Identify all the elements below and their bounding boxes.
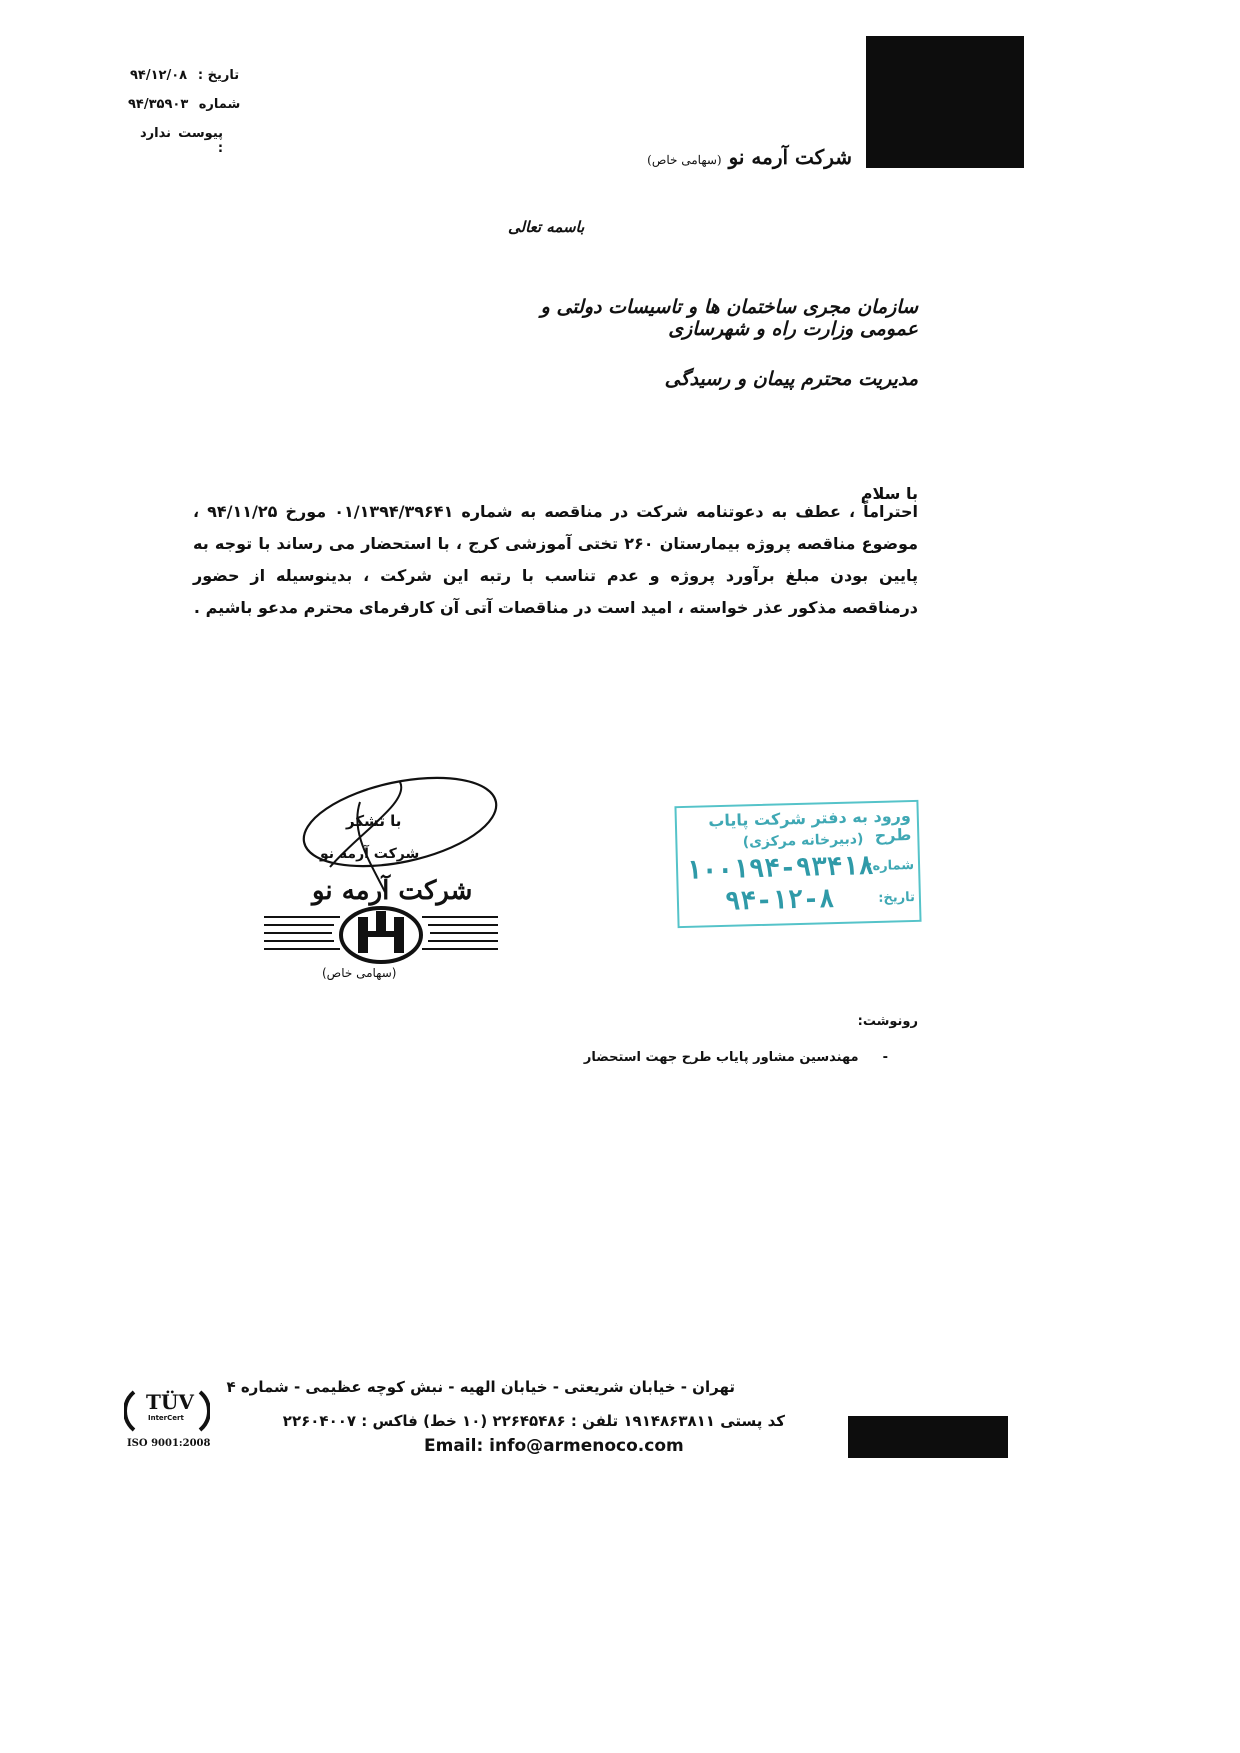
meta-number-value: ۹۴/۳۵۹۰۳ [128,97,189,112]
stamp-date-value: ۹۴-۱۲-۸ [724,884,835,917]
greeting: با سلام [860,484,918,503]
tuv-logo-text: TÜV [146,1390,194,1414]
reception-stamp [674,800,921,928]
meta-attachment [140,126,223,156]
meta-attachment-label: پیوست : [178,126,224,156]
addressee-line1: سازمان مجری ساختمان ها و تاسیسات دولتی و عمومی وزارت راه و شهرسازی [540,296,918,340]
cc-label: رونوشت: [857,1014,918,1029]
stamp-title: ورود به دفتر شرکت پایاب طرح [708,806,912,845]
meta-attachment-value: ندارد [140,126,172,141]
meta-date [130,68,239,83]
company-name: شرکت آرمه نو [728,145,852,169]
company-seal-emblem [262,905,500,965]
stamp-number-value: ۱۰۰۱۹۴-۹۳۴۱۸ [685,851,875,886]
cc-bullet: - [882,1050,888,1065]
addressee-line2: مدیریت محترم پیمان و رسیدگی [664,368,918,390]
seal-company-text: شرکت آرمه نو [312,876,473,906]
redacted-logo [866,36,1024,168]
invocation: باسمه تعالی [508,218,585,236]
seal-subtext: (سهامی خاص) [322,966,397,980]
cc-item-text: مهندسین مشاور پایاب طرح جهت استحضار [583,1050,859,1065]
cc-item [584,1050,888,1065]
meta-date-label: تاریخ : [197,68,240,83]
footer-contact: کد پستی ۱۹۱۴۸۶۳۸۱۱ تلفن : ۲۲۶۴۵۴۸۶ (۱۰ خط) فاکس : ۲۲۶۰۴۰۰۷ [282,1412,785,1430]
company-type: (سهامی خاص) [647,153,722,167]
redacted-footer [848,1416,1008,1458]
stamp-date-label: تاریخ: [878,889,916,906]
company-header [647,145,852,169]
meta-number [128,97,240,112]
stamp-number-label: شماره: [867,857,915,875]
footer-email: Email: info@armenoco.com [424,1436,684,1456]
letter-body: احتراماً ، عطف به دعوتنامه شرکت در مناقصه به شماره ۰۱/۱۳۹۴/۳۹۶۴۱ مورخ ۹۴/۱۱/۲۵ ، موضوع مناقصه پروژه بیمارستان ۲۶۰ تختی آموزشی کرج ، با استحضار می رساند با توجه به پایین بودن مبلغ برآورد پروژه و عدم تناسب با رتبه این شرکت ، بدینوسیله از حضور درمناقصه مذکور عذر خواسته ، امید است در مناقصات آتی آن کارفرمای محترم مدعو باشیم . [193,502,919,617]
meta-date-value: ۹۴/۱۲/۰۸ [130,68,188,83]
iso-cert-text: ISO 9001:2008 [127,1438,211,1449]
signature-company: شرکت آرمه نو [320,846,420,862]
meta-number-label: شماره [198,97,241,112]
footer-address: تهران - خیابان شریعتی - خیابان الهیه - نبش کوچه عظیمی - شماره ۴ [226,1378,735,1396]
signature-closing: با تشکر [346,812,402,830]
tuv-logo-subtext: InterCert [148,1414,184,1422]
stamp-subtitle: (دبیرخانه مرکزی) [742,831,864,851]
